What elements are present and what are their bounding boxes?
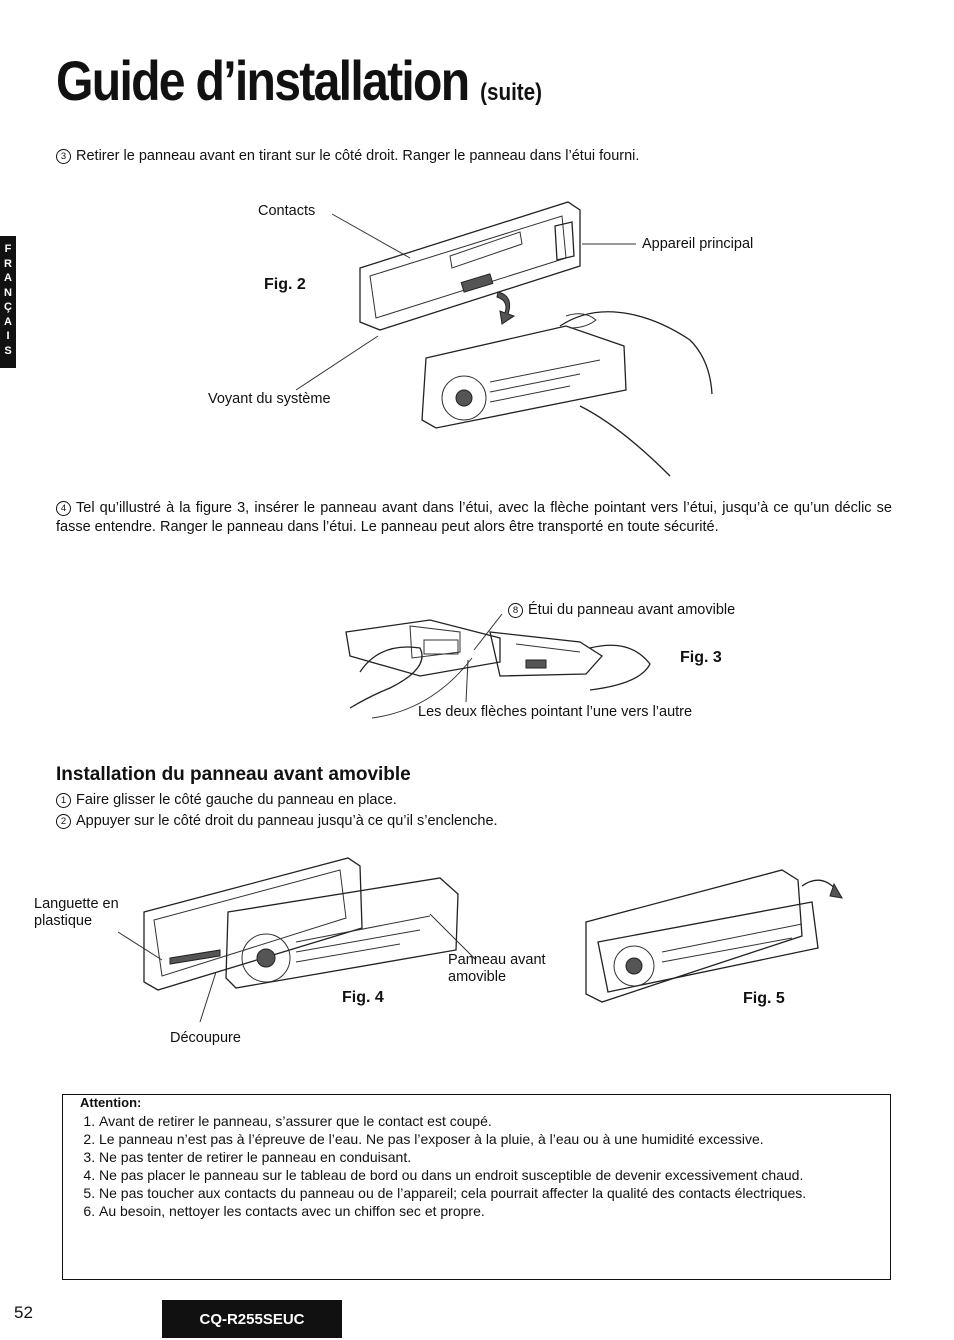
attention-box xyxy=(62,1094,891,1280)
install-step-1 xyxy=(56,791,896,810)
model-badge: CQ-R255SEUC xyxy=(162,1300,342,1338)
language-tab-letter: N xyxy=(4,286,12,299)
section-heading: Installation du panneau avant amovible xyxy=(56,764,411,785)
page-title-suffix: (suite) xyxy=(480,79,543,106)
callout-cutout: Découpure xyxy=(170,1030,241,1046)
callout-case-number: 8 xyxy=(508,603,523,618)
language-tab-letter: S xyxy=(4,344,12,357)
language-tab-letter: I xyxy=(6,330,10,342)
fig-5-label: Fig. 5 xyxy=(743,990,785,1007)
callout-plastic-tab-text: Languette en plastique xyxy=(34,896,119,929)
callout-case-text: Étui du panneau avant amovible xyxy=(528,602,736,618)
step-number-badge: 3 xyxy=(56,149,71,164)
language-tab-letter: A xyxy=(4,315,12,328)
attention-item: 6. Au besoin, nettoyer les contacts avec un chiffon sec et propre. xyxy=(99,1202,879,1220)
callout-contacts: Contacts xyxy=(258,203,316,219)
callout-plastic-tab xyxy=(34,896,138,930)
page-title-text: Guide d’installation xyxy=(56,49,469,112)
language-tab-letter: Ç xyxy=(4,301,12,313)
install-step-1-text: Faire glisser le côté gauche du panneau en place. xyxy=(76,792,397,808)
step-number-badge: 4 xyxy=(56,501,71,516)
attention-title: Attention: xyxy=(80,1095,142,1110)
step-4-paragraph xyxy=(56,499,892,537)
attention-item: 4. Ne pas placer le panneau sur le tableau de bord ou dans un endroit susceptible de devenir excessivement chaud. xyxy=(99,1166,879,1184)
step-number-badge: 2 xyxy=(56,814,71,829)
attention-list xyxy=(77,1112,879,1220)
step-3-text: Retirer le panneau avant en tirant sur le côté droit. Ranger le panneau dans l’étui fourni. xyxy=(76,148,640,164)
fig3-illustration xyxy=(340,612,660,712)
page-number: 52 xyxy=(14,1303,33,1322)
install-step-2-text: Appuyer sur le côté droit du panneau jusqu’à ce qu’il s’enclenche. xyxy=(76,813,498,829)
attention-item: 5. Ne pas toucher aux contacts du panneau ou de l’appareil; cela pourrait affecter la qualité des contacts électriques. xyxy=(99,1184,879,1202)
fig4-illustration xyxy=(140,854,470,1014)
language-tab-letter: A xyxy=(4,272,12,284)
fig-3-label: Fig. 3 xyxy=(680,649,722,666)
language-tab-letter: F xyxy=(4,243,12,255)
attention-item: 1. Avant de retirer le panneau, s’assurer que le contact est coupé. xyxy=(99,1112,879,1130)
language-tab-letter: R xyxy=(4,257,12,270)
callout-arrows: Les deux flèches pointant l’une vers l’autre xyxy=(418,704,693,720)
callout-main-unit: Appareil principal xyxy=(642,236,754,252)
callout-removable-panel-text: Panneau avant amovible xyxy=(448,952,546,985)
step-number-badge: 1 xyxy=(56,793,71,808)
callout-removable-panel xyxy=(448,952,568,986)
attention-item: 3. Ne pas tenter de retirer le panneau en conduisant. xyxy=(99,1148,879,1166)
install-step-2 xyxy=(56,812,896,831)
step-4-text: Tel qu’illustré à la figure 3, insérer le panneau avant dans l’étui, avec la flèche pointant vers l’étui, jusqu’à ce qu’un déclic se fasse entendre. Ranger le panneau dans l’étui. Le panneau peut alors être transporté en toute sécurité. xyxy=(56,500,892,535)
callout-system-indicator: Voyant du système xyxy=(208,391,331,407)
callout-case xyxy=(508,602,735,618)
attention-item: 2. Le panneau n’est pas à l’épreuve de l’eau. Ne pas l’exposer à la pluie, à l’eau ou à une humidité excessive. xyxy=(99,1130,879,1148)
fig-2-label: Fig. 2 xyxy=(264,276,306,293)
fig5-illustration xyxy=(582,866,852,1006)
fig-4-label: Fig. 4 xyxy=(342,989,384,1006)
